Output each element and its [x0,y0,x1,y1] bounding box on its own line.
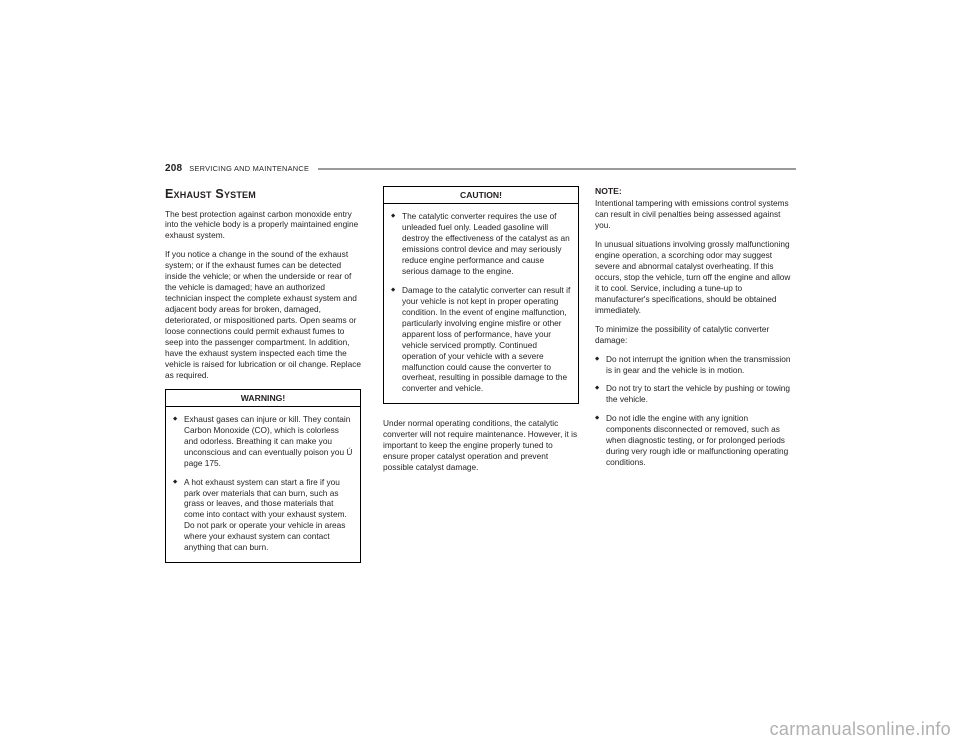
list-item-text: The catalytic converter requires the use of unleaded fuel only. Leaded gasoline will destroy the effectiveness of the catalyst as an emissions control device and may seriously reduce engine performance and cause serious damage to the engine. [402,211,570,277]
bullet-icon: ◆ [595,355,600,362]
list-intro: To minimize the possibility of catalytic converter damage: [595,323,770,345]
page-number: 208 [165,163,183,174]
list-item-text: Damage to the catalytic converter can result if your vehicle is not kept in proper operating condition. In the event of engine malfunction, particularly involving engine misfire or other apparent loss of performance, have your vehicle serviced promptly. Continued operation of your vehicle with a severe malfunction could cause the converter to overheat, resulting in possible damage to the converter and vehicle. [402,284,571,394]
caution-box-body [384,204,578,403]
middle-column [383,186,579,473]
bullet-icon: ◆ [173,478,178,485]
warning-box-body [166,407,360,562]
bullet-icon: ◆ [391,286,396,293]
list-item [391,211,571,277]
list-item [391,285,571,394]
page-header [165,163,796,174]
paragraph: Under normal operating conditions, the catalytic converter will not require maintenance. However, it is important to keep the engine properly tuned to ensure proper catalyst operation and prevent possible catalyst damage. [383,418,578,473]
list-item [595,383,791,405]
bullet-icon: ◆ [595,385,600,392]
paragraph: If you notice a change in the sound of the exhaust system; or if the exhaust fumes can be detected inside the vehicle; or when the underside or rear of the vehicle is damaged; have an authorized technician inspect the complete exhaust system and adjacent body areas for broken, damaged, deteriorated, or mispositioned parts. Open seams or loose connections could permit exhaust fumes to seep into the passenger compartment. In addition, have the exhaust system inspected each time the vehicle is raised for lubrication or oil change. Replace as required. [165,249,362,380]
left-column [165,186,361,563]
list-item-text: Exhaust gases can injure or kill. They contain Carbon Monoxide (CO), which is colorless and odorless. Breathing it can make you unconscious and can eventually poison you Ú page 175. [184,413,353,468]
list-item-text: Do not try to start the vehicle by pushing or towing the vehicle. [606,383,791,405]
list-item [173,477,353,554]
caution-box-title: CAUTION! [384,187,578,204]
right-column [595,186,791,468]
note-label: NOTE: [595,186,622,196]
content-columns [165,186,791,563]
paragraph: In unusual situations involving grossly malfunctioning engine operation, a scorching odor may suggest severe and abnormal catalyst overheating. If this occurs, stop the vehicle, turn off the engine and allow it to cool. Service, including a tune-up to manufacturer's specifications, should be obtained immediately. [595,239,791,315]
bullet-icon: ◆ [391,213,396,220]
bullet-icon: ◆ [173,415,178,422]
list-item [595,413,791,468]
watermark-text: carmanualsonline.info [769,719,951,739]
bullet-icon: ◆ [595,415,600,422]
warning-box [165,389,361,564]
list-item-text: A hot exhaust system can start a fire if you park over materials that can burn, such as grass or leaves, and those materials that come into contact with your exhaust system. Do not park or operate your vehicle in areas where your exhaust system can contact anything that can burn. [184,476,347,553]
paragraph: The best protection against carbon monoxide entry into the vehicle body is a properly maintained engine exhaust system. [165,208,359,241]
warning-box-title: WARNING! [166,390,360,407]
list-item-text: Do not interrupt the ignition when the transmission is in gear and the vehicle is in motion. [606,353,791,375]
list-item [595,354,791,376]
caution-box [383,186,579,404]
list-item-text: Do not idle the engine with any ignition components disconnected or removed, such as when diagnostic testing, or for prolonged periods during very rough idle or malfunctioning operating conditions. [606,413,789,468]
page-section-title: SERVICING AND MAINTENANCE [189,164,310,173]
note-text: Intentional tampering with emissions control systems can result in civil penalties being assessed against you. [595,198,789,231]
section-heading-exhaust-system: Exhaust System [165,187,256,201]
list-item [173,414,353,469]
header-rule [318,168,796,170]
